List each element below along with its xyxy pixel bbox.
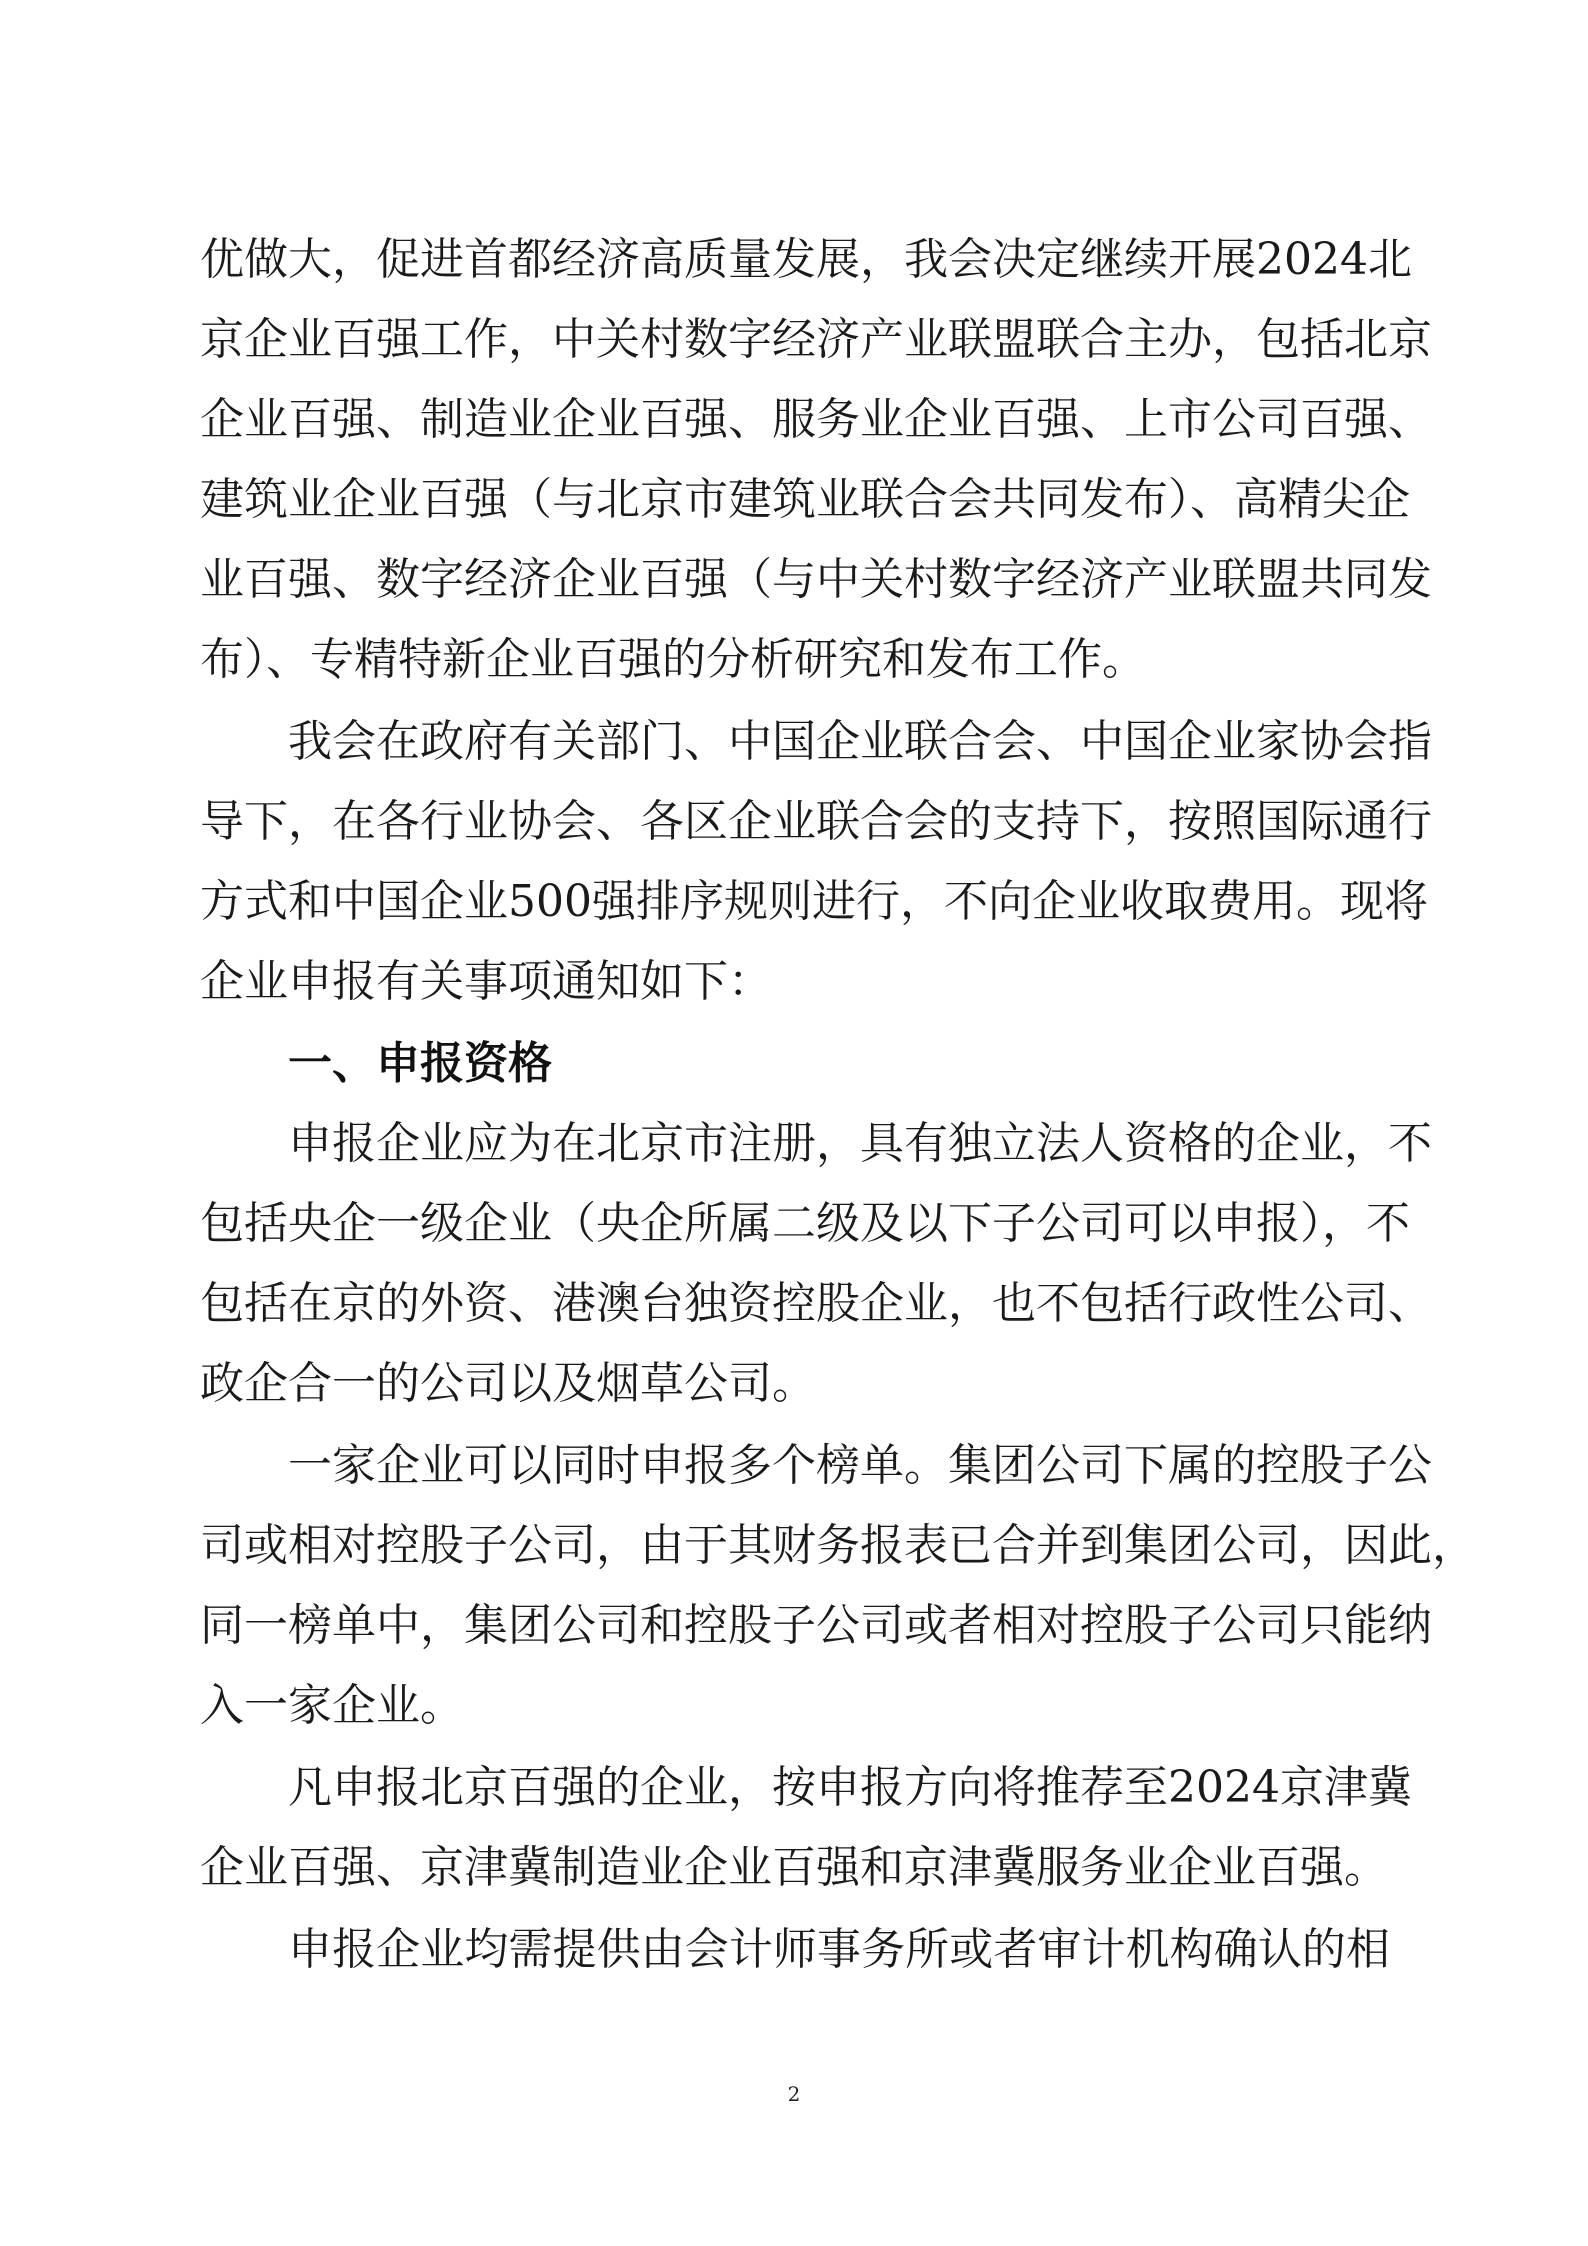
paragraph-2-line-2: 导下，在各行业协会、各区企业联合会的支持下，按照国际通行 — [200, 796, 1432, 847]
paragraph-6-line-1: 申报企业均需提供由会计师事务所或者审计机构确认的相 — [288, 1924, 1390, 1975]
paragraph-4-line-2: 司或相对控股子公司，由于其财务报表已合并到集团公司，因此， — [200, 1520, 1476, 1571]
paragraph-3-line-3: 包括在京的外资、港澳台独资控股企业，也不包括行政性公司、 — [200, 1278, 1432, 1329]
paragraph-5-line-1: 凡申报北京百强的企业，按申报方向将推荐至2024京津冀 — [288, 1762, 1412, 1813]
paragraph-5-line-2: 企业百强、京津冀制造业企业百强和京津冀服务业企业百强。 — [200, 1842, 1388, 1893]
paragraph-1-line-2: 京企业百强工作，中关村数字经济产业联盟联合主办，包括北京 — [200, 314, 1432, 365]
page-number: 2 — [787, 2082, 801, 2106]
paragraph-3-line-1: 申报企业应为在北京市注册，具有独立法人资格的企业，不 — [288, 1118, 1432, 1169]
paragraph-4-line-4: 入一家企业。 — [200, 1680, 464, 1731]
paragraph-4-line-3: 同一榜单中，集团公司和控股子公司或者相对控股子公司只能纳 — [200, 1600, 1432, 1651]
section-heading: 一、申报资格 — [288, 1038, 552, 1089]
paragraph-3-line-2: 包括央企一级企业（央企所属二级及以下子公司可以申报），不 — [200, 1198, 1410, 1249]
paragraph-1-line-6: 布）、专精特新企业百强的分析研究和发布工作。 — [200, 634, 1146, 685]
paragraph-1-line-1: 优做大，促进首都经济高质量发展，我会决定继续开展2024北 — [200, 234, 1412, 285]
paragraph-3-line-4: 政企合一的公司以及烟草公司。 — [200, 1358, 816, 1409]
paragraph-2-line-1: 我会在政府有关部门、中国企业联合会、中国企业家协会指 — [288, 716, 1432, 767]
paragraph-1-line-3: 企业百强、制造业企业百强、服务业企业百强、上市公司百强、 — [200, 394, 1432, 445]
paragraph-4-line-1: 一家企业可以同时申报多个榜单。集团公司下属的控股子公 — [288, 1440, 1432, 1491]
paragraph-1-line-4: 建筑业企业百强（与北京市建筑业联合会共同发布）、高精尖企 — [200, 474, 1410, 525]
paragraph-1-line-5: 业百强、数字经济企业百强（与中关村数字经济产业联盟共同发 — [200, 554, 1432, 605]
paragraph-2-line-4: 企业申报有关事项通知如下： — [200, 956, 772, 1007]
paragraph-2-line-3: 方式和中国企业500强排序规则进行，不向企业收取费用。现将 — [200, 876, 1428, 927]
